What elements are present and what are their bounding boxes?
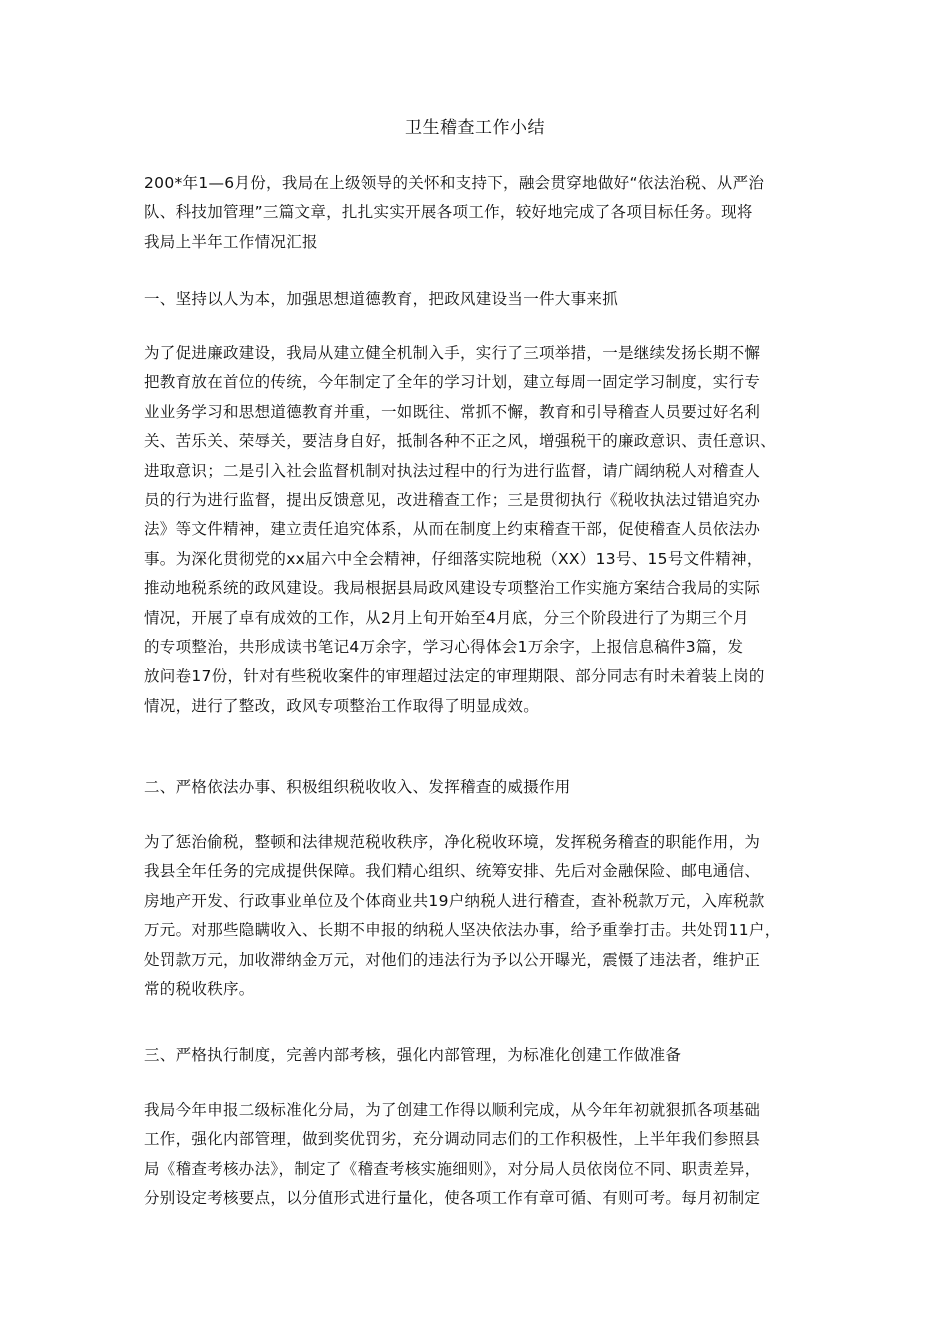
text-line: 业业务学习和思想道德教育并重，一如既往、常抓不懈，教育和引导稽查人员要过好名利 xyxy=(144,402,761,421)
section-3-paragraph xyxy=(144,1096,808,1214)
text-line: 工作，强化内部管理，做到奖优罚劣，充分调动同志们的工作积极性，上半年我们参照县 xyxy=(144,1130,761,1149)
text-line: 常的税收秩序。 xyxy=(144,980,255,999)
text-line: 万元。对那些隐瞒收入、长期不申报的纳税人坚决依法办事，给予重拳打击。共处罚11户， xyxy=(144,921,781,940)
text-line: 为了促进廉政建设，我局从建立健全机制入手，实行了三项举措，一是继续发扬长期不懈 xyxy=(144,344,761,362)
text-line: 我局今年申报二级标准化分局，为了创建工作得以顺利完成，从今年年初就狠抓各项基础 xyxy=(144,1101,761,1119)
document-title: 卫生稽查工作小结 xyxy=(405,118,545,138)
section-heading-2 xyxy=(144,773,808,802)
heading-text: 三、严格执行制度，完善内部考核，强化内部管理，为标准化创建工作做准备 xyxy=(144,1046,682,1064)
text-line: 把教育放在首位的传统，今年制定了全年的学习计划，建立每周一固定学习制度，实行专 xyxy=(144,373,761,392)
heading-text: 一、坚持以人为本，加强思想道德教育，把政风建设当一件大事来抓 xyxy=(144,290,619,308)
text-line: 我县全年任务的完成提供保障。我们精心组织、统筹安排、先后对金融保险、邮电通信、 xyxy=(144,862,761,881)
text-line: 事。为深化贯彻党的xx届六中全会精神，仔细落实院地税（XX）13号、15号文件精神， xyxy=(144,549,763,568)
text-line: 的专项整治，共形成读书笔记4万余字，学习心得体会1万余字，上报信息稿件3篇，发 xyxy=(144,638,744,657)
text-line: 进取意识；二是引入社会监督机制对执法过程中的行为进行监督，请广阔纳税人对稽查人 xyxy=(144,461,761,480)
text-line: 员的行为进行监督，提出反馈意见，改进稽查工作；三是贯彻执行《税收执法过错追究办 xyxy=(144,491,761,510)
text-line: 处罚款万元，加收滞纳金万元，对他们的违法行为予以公开曝光，震慑了违法者，维护正 xyxy=(144,950,761,969)
text-line: 情况，开展了卓有成效的工作，从2月上旬开始至4月底，分三个阶段进行了为期三个月 xyxy=(144,608,749,627)
section-heading-3 xyxy=(144,1041,808,1070)
text-line: 放问卷17份，针对有些税收案件的审理超过法定的审理期限、部分同志有时未着装上岗的 xyxy=(144,667,765,686)
section-heading-1 xyxy=(144,285,808,314)
text-line: 法》等文件精神，建立责任追究体系，从而在制度上约束稽查干部，促使稽查人员依法办 xyxy=(144,520,761,539)
section-2-paragraph xyxy=(144,828,808,1004)
text-line: 推动地税系统的政风建设。我局根据县局政风建设专项整治工作实施方案结合我局的实际 xyxy=(144,579,761,598)
text-line: 为了惩治偷税，整顿和法律规范税收秩序，净化税收环境，发挥税务稽查的职能作用，为 xyxy=(144,833,761,851)
text-line: 分别设定考核要点，以分值形式进行量化，使各项工作有章可循、有则可考。每月初制定 xyxy=(144,1189,761,1208)
text-line: 情况，进行了整改，政风专项整治工作取得了明显成效。 xyxy=(144,696,540,715)
heading-text: 二、严格依法办事、积极组织税收收入、发挥稽查的威摄作用 xyxy=(144,778,571,796)
intro-paragraph xyxy=(144,169,808,257)
section-1-paragraph xyxy=(144,339,808,721)
text-line: 房地产开发、行政事业单位及个体商业共19户纳税人进行稽查，查补税款万元，入库税款 xyxy=(144,891,765,910)
text-line: 关、苦乐关、荣辱关，要洁身自好，抵制各种不正之风，增强税干的廉政意识、责任意识、 xyxy=(144,432,777,451)
text-line: 队、科技加管理”三篇文章，扎扎实实开展各项工作，较好地完成了各项目标任务。现将 xyxy=(144,203,753,222)
text-line: 我局上半年工作情况汇报 xyxy=(144,232,318,251)
text-line: 200*年1—6月份，我局在上级领导的关怀和支持下，融会贯穿地做好“依法治税、从严治 xyxy=(144,174,765,192)
text-line: 局《稽查考核办法》，制定了《稽查考核实施细则》，对分局人员依岗位不同、职责差异， xyxy=(144,1159,761,1178)
